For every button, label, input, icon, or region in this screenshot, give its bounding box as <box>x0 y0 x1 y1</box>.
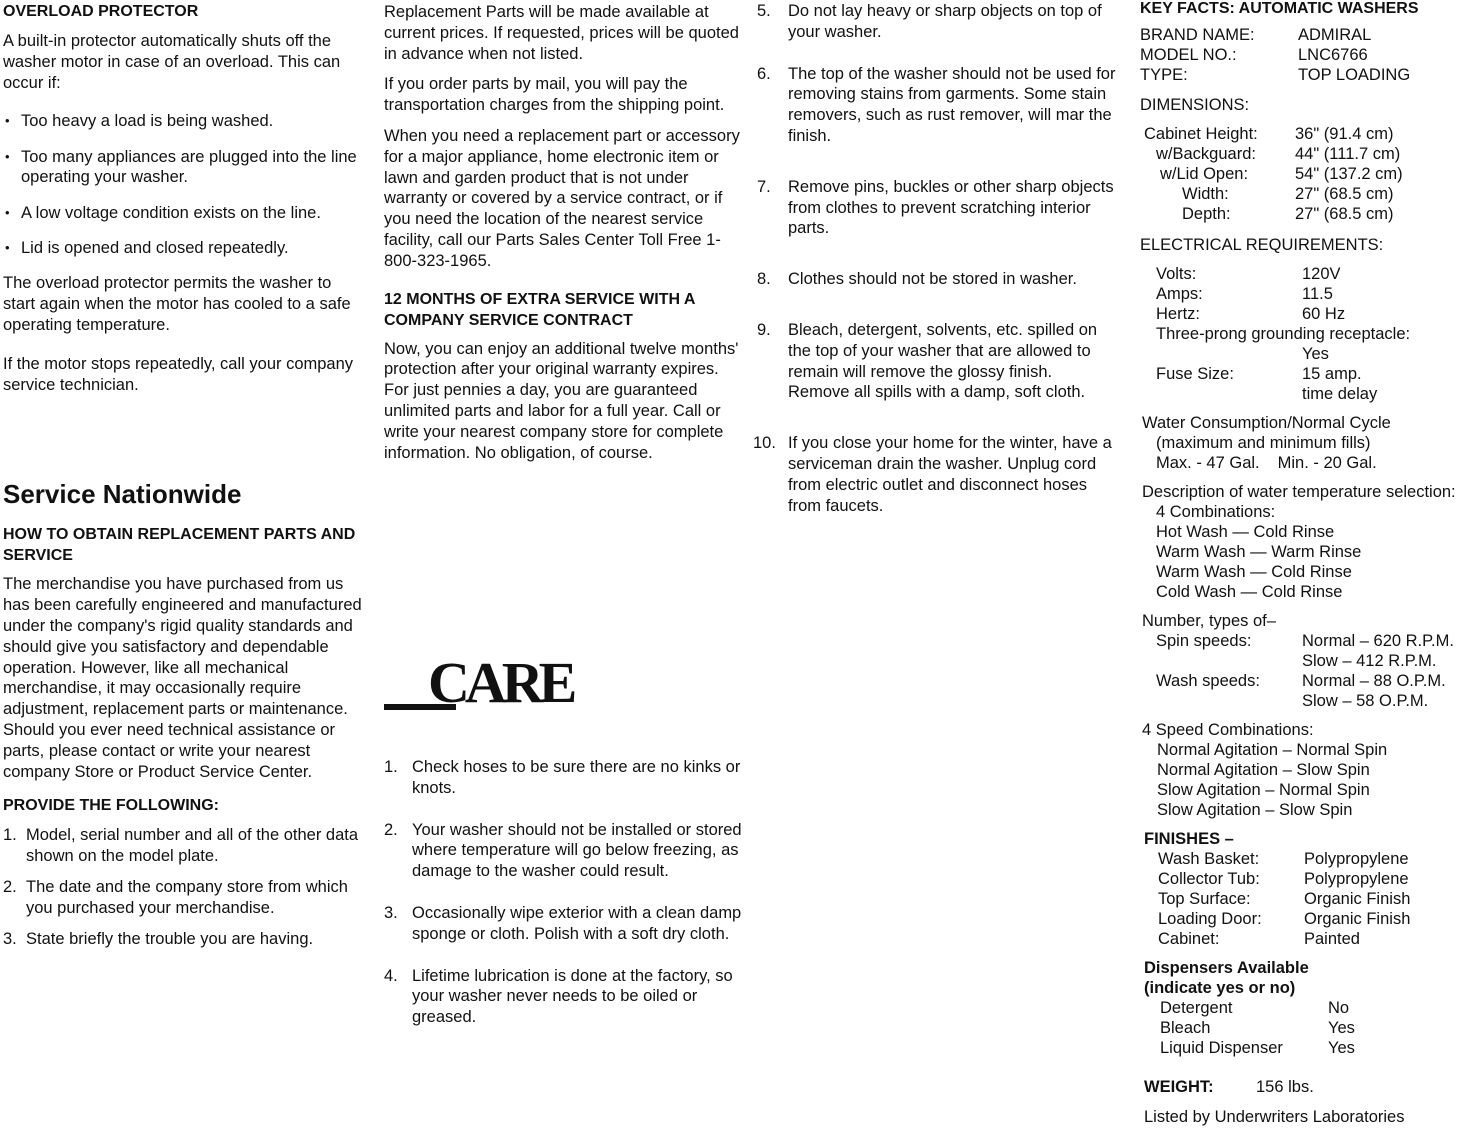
list-item: 5. Do not lay heavy or sharp objects on top of your washer. <box>757 2 1102 41</box>
dimensions-table <box>1140 124 1481 224</box>
spin-slow: Slow – 412 R.P.M. <box>1302 652 1437 670</box>
list-item: Hot Wash — Cold Rinse <box>1156 523 1335 541</box>
list-item: 2. Your washer should not be installed or stored where temperature will go below freezing, as damage to the washer could result. <box>384 820 742 881</box>
service-title: Service Nationwide <box>3 479 242 510</box>
key-facts-column <box>1140 0 1481 1127</box>
model-row: MODEL NO.: LNC6766 <box>1140 46 1368 64</box>
dispenser-row: Detergent No <box>1160 999 1350 1017</box>
list-item: Warm Wash — Cold Rinse <box>1156 563 1352 581</box>
speeds-label: Number, types of– <box>1142 612 1276 630</box>
hertz-row: Hertz: 60 Hz <box>1156 305 1346 323</box>
dimension-row: Cabinet Height: 36" (91.4 cm) <box>1144 125 1394 143</box>
finish-row: Loading Door: Organic Finish <box>1158 910 1411 928</box>
list-item: • Lid is opened and closed repeatedly. <box>3 238 365 259</box>
list-item: 4. Lifetime lubrication is done at the factory, so your washer never needs to be oiled or greased. <box>384 966 733 1027</box>
water-subtitle: (maximum and minimum fills) <box>1156 434 1371 452</box>
finish-row: Wash Basket: Polypropylene <box>1158 850 1409 868</box>
temperature-label: Description of water temperature selection: <box>1142 483 1456 501</box>
fuse-value-detail: time delay <box>1302 385 1378 403</box>
list-item: Normal Agitation – Normal Spin <box>1157 741 1388 759</box>
water-consumption <box>1140 413 1481 473</box>
care-list-b <box>753 1 1117 516</box>
overload-motor-paragraph: If the motor stops repeatedly, call your company service technician. <box>3 354 354 394</box>
replacement-parts-paragraph: Replacement Parts will be made available at current prices. If requested, prices will be quoted in advance when not listed. <box>384 3 739 63</box>
service-subheading: HOW TO OBTAIN REPLACEMENT PARTS AND SERVICE <box>3 526 356 565</box>
list-item: 7. Remove pins, buckles or other sharp objects from clothes to prevent scratching interior parts. <box>757 177 1114 238</box>
service-paragraph: The merchandise you have purchased from us has been carefully engineered and manufactured under the company's rigid quality standards and should give you satisfactory and dependable operation. However, like all mechanical merchandise, it may occasionally require adjustment, replacement parts or maintenance. Should you ever need technical assistance or parts, please contact or write your nearest company Store or Product Service Center. <box>3 575 362 781</box>
list-item: Slow Agitation – Normal Spin <box>1157 781 1370 799</box>
list-item: 1. Model, serial number and all of the other data shown on the model plate. <box>3 826 359 866</box>
list-item: 3. Occasionally wipe exterior with a clean damp sponge or cloth. Polish with a soft dry cloth. <box>384 903 742 943</box>
dimensions-label: DIMENSIONS: <box>1140 96 1250 114</box>
provide-heading: PROVIDE THE FOLLOWING: <box>3 797 219 815</box>
grounding-label: Three-prong grounding receptacle: <box>1156 325 1411 343</box>
list-item: Cold Wash — Cold Rinse <box>1156 583 1343 601</box>
mail-order-paragraph: If you order parts by mail, you will pay the transportation charges from the shipping point. <box>384 75 725 115</box>
amps-row: Amps: 11.5 <box>1156 285 1333 303</box>
dispensers-label: Dispensers Available <box>1144 959 1309 977</box>
water-label: Water Consumption/Normal Cycle <box>1142 414 1391 432</box>
finish-row: Top Surface: Organic Finish <box>1158 890 1411 908</box>
list-item: • Too many appliances are plugged into the line operating your washer. <box>3 147 365 189</box>
electrical-label: ELECTRICAL REQUIREMENTS: <box>1140 236 1384 254</box>
listed-by: Listed by Underwriters Laboratories <box>1144 1108 1405 1126</box>
volts-row: Volts: 120V <box>1156 265 1341 283</box>
spin-row: Spin speeds: Normal – 620 R.P.M. <box>1156 632 1454 650</box>
brand-row: BRAND NAME: ADMIRAL <box>1140 26 1372 44</box>
list-item: Normal Agitation – Slow Spin <box>1157 761 1370 779</box>
combinations-label: 4 Speed Combinations: <box>1142 721 1314 739</box>
column-2 <box>384 0 744 463</box>
parts-center-paragraph: When you need a replacement part or accessory for a major appliance, home electronic item or lawn and garden product that is not under warranty or covered by a service contract, or if you need the location of the nearest service facility, call our Parts Sales Center Toll Free 1-800-323-1965. <box>384 126 740 270</box>
dispenser-row: Bleach Yes <box>1160 1019 1355 1037</box>
column-1 <box>3 0 365 949</box>
finish-row: Cabinet: Painted <box>1158 930 1360 948</box>
list-item: 6. The top of the washer should not be used for removing stains from garments. Some stain removers, such as rust remover, will mar the finish. <box>757 64 1116 145</box>
dispensers-subtitle: (indicate yes or no) <box>1144 979 1296 997</box>
temperature-count: 4 Combinations: <box>1156 503 1276 521</box>
list-item: 2. The date and the company store from which you purchased your merchandise. <box>3 877 348 917</box>
list-item: • A low voltage condition exists on the line. <box>3 203 365 224</box>
weight-row: WEIGHT: 156 lbs. <box>1144 1078 1314 1096</box>
finish-row: Collector Tub: Polypropylene <box>1158 870 1409 888</box>
list-item: 3. State briefly the trouble you are having. <box>3 929 314 948</box>
list-item: Warm Wash — Warm Rinse <box>1156 543 1362 561</box>
dispensers-section <box>1140 958 1481 1058</box>
wash-row: Wash speeds: Normal – 88 O.P.M. <box>1156 672 1446 690</box>
overload-intro: A built-in protector automatically shuts off the washer motor in case of an overload. This can occur if: <box>3 32 341 92</box>
overload-conditions-list <box>3 111 365 258</box>
dimension-row: Depth: 27" (68.5 cm) <box>1182 205 1394 223</box>
care-list-a <box>384 757 744 1028</box>
care-logo-text: CARE <box>428 650 573 715</box>
temperature-selection <box>1140 482 1481 602</box>
speed-combinations <box>1140 720 1481 820</box>
dispenser-row: Liquid Dispenser Yes <box>1160 1039 1355 1057</box>
dimension-row: Width: 27" (68.5 cm) <box>1182 185 1394 203</box>
type-row: TYPE: TOP LOADING <box>1140 66 1411 84</box>
finishes-section <box>1140 829 1481 949</box>
list-item: 8. Clothes should not be stored in washer. <box>757 270 1077 289</box>
dimension-row: w/Backguard: 44" (111.7 cm) <box>1156 145 1401 163</box>
water-values: Max. - 47 Gal. Min. - 20 Gal. <box>1156 454 1377 472</box>
provide-list <box>3 825 365 949</box>
overload-heading: OVERLOAD PROTECTOR <box>3 3 199 20</box>
extra-service-paragraph: Now, you can enjoy an additional twelve months' protection after your original warranty expires. For just pennies a day, you are guaranteed unlimited parts and labor for a full year. Call or write your nearest company store for complete information. No obligation, of course. <box>384 339 739 462</box>
fuse-row: Fuse Size: 15 amp. <box>1156 365 1362 383</box>
wash-slow: Slow – 58 O.P.M. <box>1302 692 1429 710</box>
extra-service-heading: 12 MONTHS OF EXTRA SERVICE WITH A COMPANY SERVICE CONTRACT <box>384 290 695 329</box>
list-item: 10. If you close your home for the winter, have a serviceman drain the washer. Unplug cord from electric outlet and disconnect hoses from faucets. <box>753 434 1112 515</box>
speeds-section <box>1140 611 1481 711</box>
finishes-label: FINISHES – <box>1144 830 1234 848</box>
key-facts-identity <box>1140 25 1481 85</box>
electrical-table <box>1140 264 1481 404</box>
care-list-a-container <box>384 757 744 1028</box>
list-item: • Too heavy a load is being washed. <box>3 111 365 132</box>
overload-restart-paragraph: The overload protector permits the washer to start again when the motor has cooled to a safe operating temperature. <box>3 274 351 334</box>
list-item: Slow Agitation – Slow Spin <box>1157 801 1353 819</box>
list-item: 9. Bleach, detergent, solvents, etc. spilled on the top of your washer that are allowed to remain will remove the glossy finish. Remove all spills with a damp, soft cloth. <box>757 320 1098 402</box>
column-3 <box>753 1 1117 516</box>
grounding-value: Yes <box>1302 345 1329 363</box>
list-item: 1. Check hoses to be sure there are no kinks or knots. <box>384 758 741 797</box>
care-logo <box>384 650 614 720</box>
key-facts-heading: KEY FACTS: AUTOMATIC WASHERS <box>1140 0 1419 17</box>
dimension-row: w/Lid Open: 54" (137.2 cm) <box>1160 165 1403 183</box>
